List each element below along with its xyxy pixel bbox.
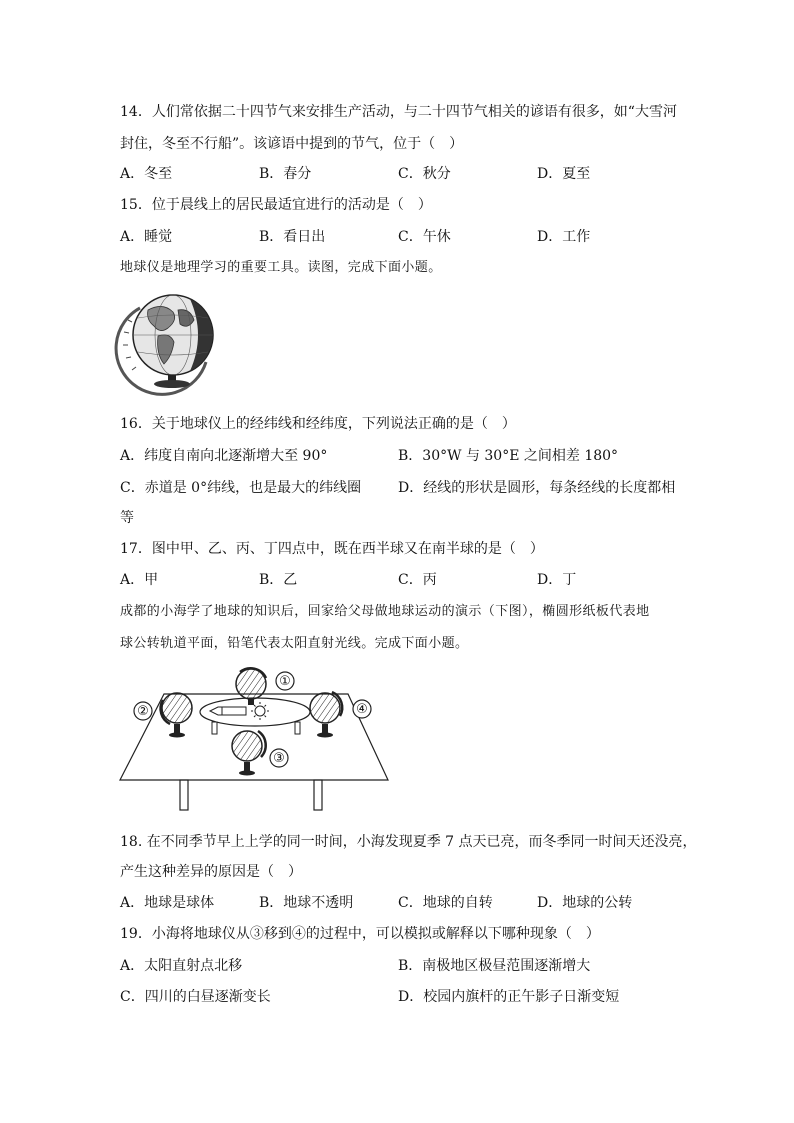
- q17-option-a[interactable]: A．甲: [120, 572, 159, 588]
- q15-stem: 15．位于晨线上的居民最适宜进行的活动是（ ）: [120, 197, 432, 213]
- q14-stem-line1: 14．人们常依据二十四节气来安排生产活动，与二十四节气相关的谚语有很多，如“大雪河: [120, 104, 677, 120]
- q19-option-a[interactable]: A．太阳直射点北移: [120, 958, 243, 974]
- earth-motion-figure: [118, 664, 398, 814]
- q15-option-c[interactable]: C．午休: [398, 229, 451, 245]
- intro-globe: 地球仪是地理学习的重要工具。读图，完成下面小题。: [120, 260, 442, 275]
- q18-option-a[interactable]: A．地球是球体: [120, 895, 215, 911]
- q14-option-a[interactable]: A．冬至: [120, 166, 173, 182]
- q15-option-b[interactable]: B．看日出: [259, 229, 326, 245]
- table-leg-left: [180, 780, 188, 810]
- q14-option-d[interactable]: D．夏至: [537, 166, 591, 182]
- q14-option-b[interactable]: B．春分: [259, 166, 312, 182]
- q16-option-a[interactable]: A．纬度自南向北逐渐增大至 90°: [120, 448, 328, 464]
- q19-option-c[interactable]: C．四川的白昼逐渐变长: [120, 989, 271, 1005]
- q16-option-b[interactable]: B．30°W 与 30°E 之间相差 180°: [398, 448, 619, 464]
- q18-option-c[interactable]: C．地球的自转: [398, 895, 493, 911]
- q16-option-c[interactable]: C．赤道是 0°纬线，也是最大的纬线圈: [120, 480, 362, 496]
- globe-figure: [118, 290, 218, 390]
- globe-position-4: [310, 692, 342, 738]
- q17-option-c[interactable]: C．丙: [398, 572, 437, 588]
- table-leg-right: [314, 780, 322, 810]
- intro-demo-line2: 球公转轨道平面，铅笔代表太阳直射光线。完成下面小题。: [120, 636, 469, 651]
- q17-option-d[interactable]: D．丁: [537, 572, 577, 588]
- label-3: ③: [273, 751, 285, 766]
- q14-option-c[interactable]: C．秋分: [398, 166, 451, 182]
- q17-option-b[interactable]: B．乙: [259, 572, 298, 588]
- globe-position-3: [232, 731, 266, 776]
- q18-option-d[interactable]: D．地球的公转: [537, 895, 633, 911]
- intro-demo-line1: 成都的小海学了地球的知识后，回家给父母做地球运动的演示（下图），椭圆形纸板代表地: [120, 604, 650, 619]
- q18-option-b[interactable]: B．地球不透明: [259, 895, 354, 911]
- label-1: ①: [279, 674, 291, 689]
- q19-option-d[interactable]: D．校园内旗杆的正午影子日渐变短: [398, 989, 620, 1005]
- q19-stem: 19．小海将地球仪从③移到④的过程中，可以模拟或解释以下哪种现象（ ）: [120, 926, 600, 942]
- pencil: [210, 707, 246, 715]
- q17-stem: 17．图中甲、乙、丙、丁四点中，既在西半球又在南半球的是（ ）: [120, 541, 544, 557]
- q15-option-d[interactable]: D．工作: [537, 229, 591, 245]
- q16-option-d[interactable]: D．经线的形状是圆形，每条经线的长度都相: [398, 480, 676, 496]
- label-4: ④: [356, 702, 368, 717]
- globe-position-2: [161, 693, 192, 738]
- q16-option-d-continued: 等: [120, 510, 134, 526]
- q15-option-a[interactable]: A．睡觉: [120, 229, 173, 245]
- q14-stem-line2: 封住，冬至不行船”。该谚语中提到的节气，位于（ ）: [120, 136, 464, 152]
- q16-stem: 16．关于地球仪上的经纬线和经纬度，下列说法正确的是（ ）: [120, 416, 516, 432]
- label-2: ②: [137, 704, 149, 719]
- q19-option-b[interactable]: B．南极地区极昼范围逐渐增大: [398, 958, 591, 974]
- q18-stem-line2: 产生这种差异的原因是（ ）: [120, 864, 302, 880]
- q18-stem-line1: 18. 在不同季节早上上学的同一时间，小海发现夏季 7 点天已亮，而冬季同一时间天还没亮，: [120, 834, 697, 850]
